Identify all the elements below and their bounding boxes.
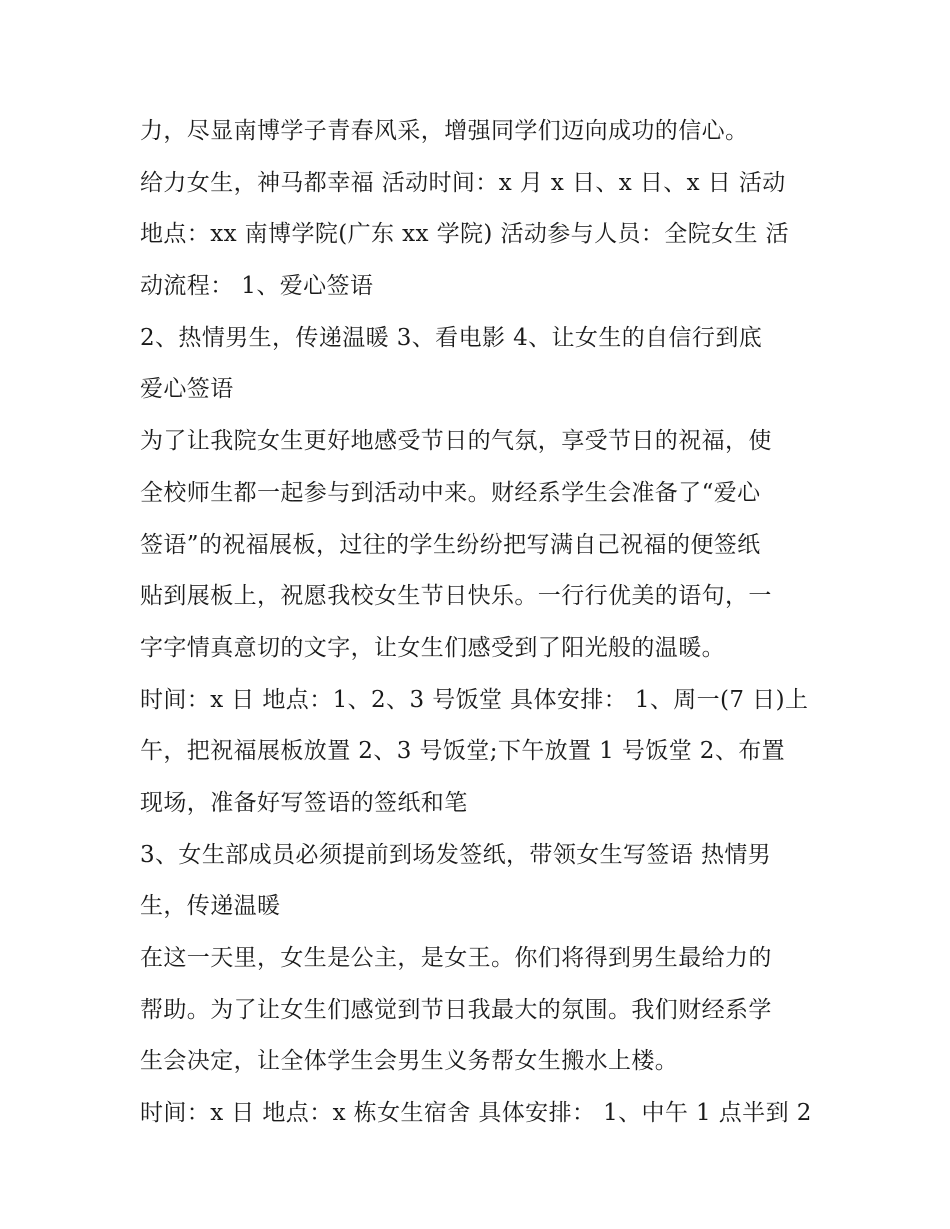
text-line: 3、女生部成员必须提前到场发签纸，带领女生写签语 热情男 [140,841,772,868]
text-line: 帮助。为了让女生们感觉到节日我最大的氛围。我们财经系学 [140,996,772,1023]
text-line: 动流程： 1、爱心签语 [140,273,374,300]
text-line: 地点：xx 南博学院(广东 xx 学院) 活动参与人员：全院女生 活 [140,221,789,248]
text-line: 时间：x 日 地点：1、2、3 号饭堂 具体安排： 1、周一(7 日)上 [140,686,809,713]
text-line: 时间：x 日 地点：x 栋女生宿舍 具体安排： 1、中午 1 点半到 2 [140,1100,812,1127]
text-line: 给力女生，神马都幸福 活动时间：x 月 x 日、x 日、x 日 活动 [140,169,786,196]
section-heading: 爱心签语 [140,376,234,403]
text-line: 签语”的祝福展板，过往的学生纷纷把写满自己祝福的便签纸 [140,531,761,558]
text-line: 字字情真意切的文字，让女生们感受到了阳光般的温暖。 [140,634,725,661]
text-line: 在这一天里，女生是公主，是女王。你们将得到男生最给力的 [140,945,772,971]
text-line: 为了让我院女生更好地感受节日的气氛，享受节日的祝福，使 [140,428,772,455]
text-line: 现场，准备好写签语的签纸和笔 [140,789,468,816]
text-line: 全校师生都一起参与到活动中来。财经系学生会准备了“爱心 [140,479,761,506]
text-line: 生，传递温暖 [140,893,281,920]
text-line: 贴到展板上，祝愿我校女生节日快乐。一行行优美的语句，一 [140,583,772,610]
text-line: 生会决定，让全体学生会男生义务帮女生搬水上楼。 [140,1048,679,1075]
text-line: 力，尽显南博学子青春风采，增强同学们迈向成功的信心。 [140,118,749,144]
text-line: 2、热情男生，传递温暖 3、看电影 4、让女生的自信行到底 [140,324,763,351]
text-line: 午，把祝福展板放置 2、3 号饭堂;下午放置 1 号饭堂 2、布置 [140,738,786,765]
document-page [140,106,815,1140]
